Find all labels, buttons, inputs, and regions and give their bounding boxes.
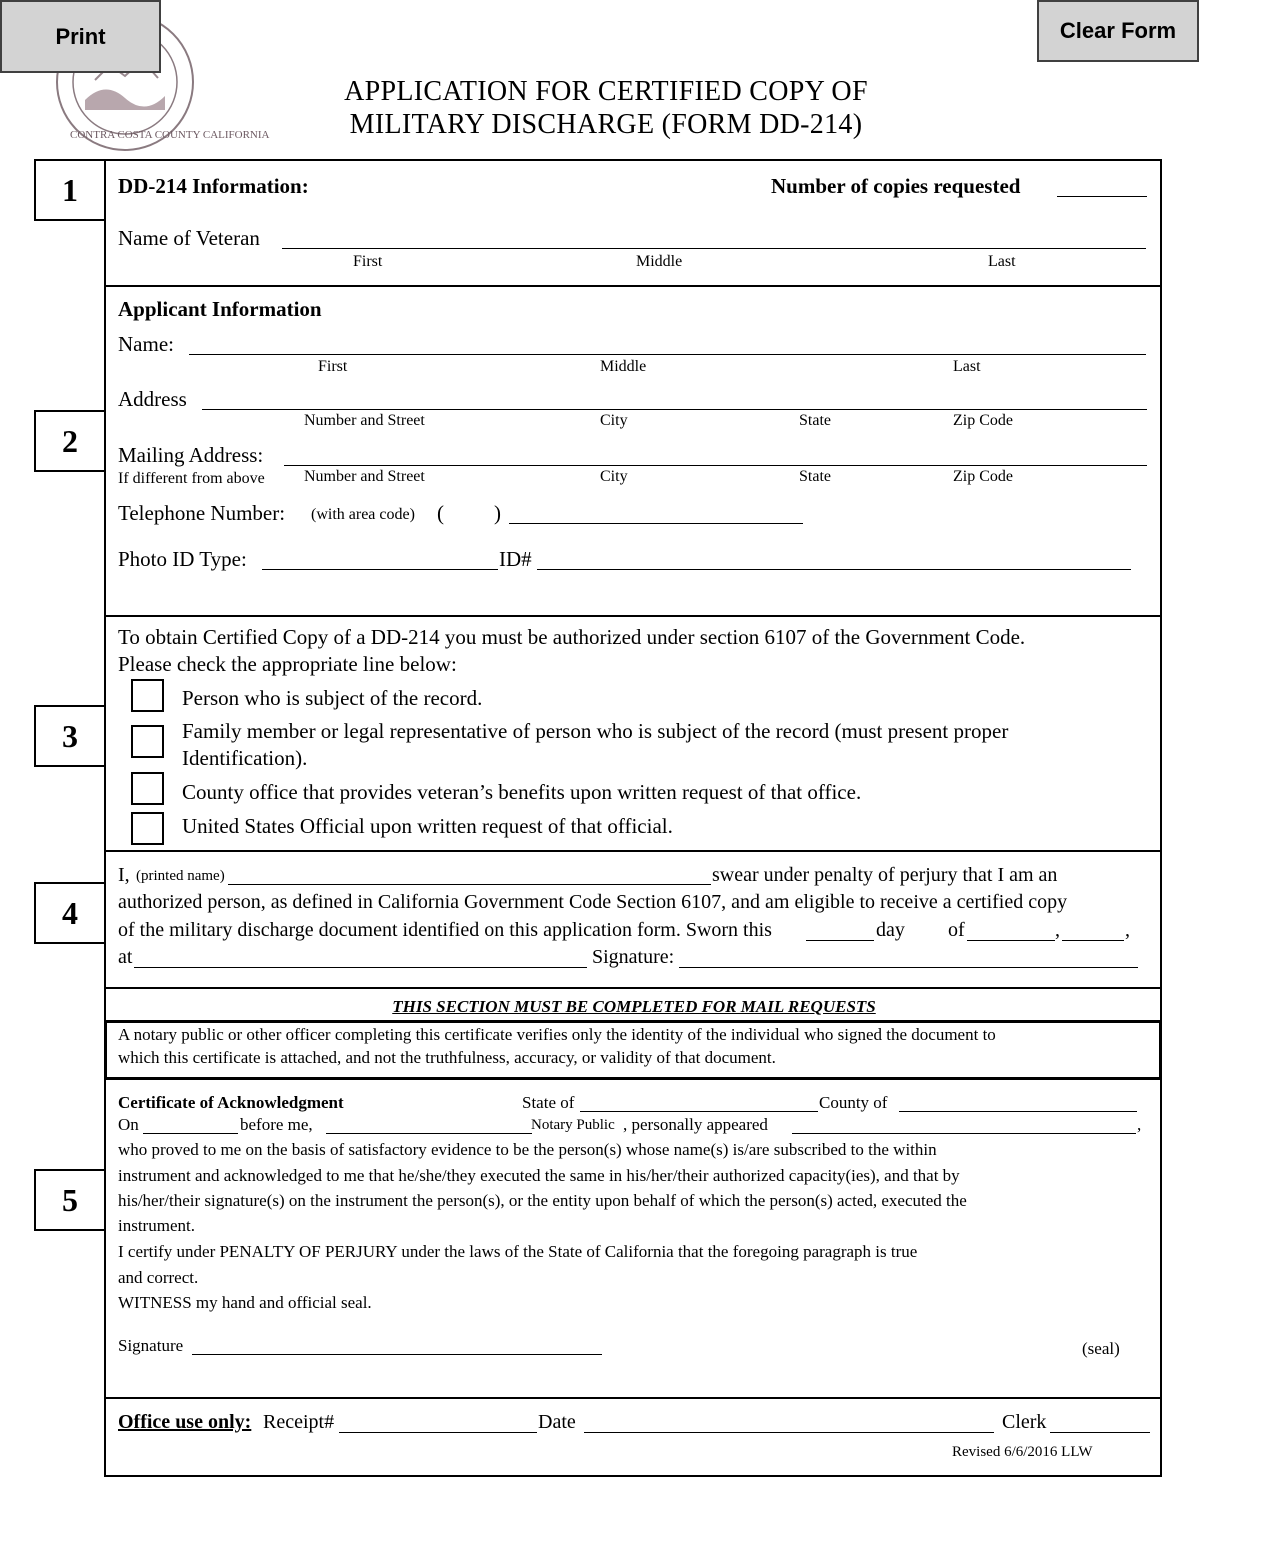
certificate-para-2: instrument and acknowledged to me that he/she/they executed the same in his/her/their authorized capacity(ies), and that by: [118, 1166, 960, 1185]
address-sub-city: City: [600, 412, 628, 429]
mailing-sub-zip: Zip Code: [953, 468, 1013, 485]
option-subject-of-record: Person who is subject of the record.: [182, 686, 483, 710]
notary-signature-field[interactable]: [192, 1354, 602, 1355]
telephone-label: Telephone Number:: [118, 501, 286, 525]
photo-id-type-label: Photo ID Type:: [118, 547, 247, 571]
clerk-field[interactable]: [1050, 1432, 1150, 1433]
applicant-sub-last: Last: [953, 358, 981, 375]
applicant-name-field[interactable]: [189, 354, 1146, 355]
veteran-sub-first: First: [353, 253, 383, 270]
mailing-address-field[interactable]: [284, 465, 1147, 466]
printed-name-note: (printed name): [136, 868, 225, 884]
address-label: Address: [118, 387, 187, 411]
clerk-label: Clerk: [1002, 1411, 1047, 1433]
oath-comma-1: ,: [1055, 919, 1060, 941]
authorization-intro-2: Please check the appropriate line below:: [118, 652, 457, 676]
option-family-member-line-2: Identification).: [182, 746, 308, 770]
sworn-day-field[interactable]: [806, 940, 874, 941]
telephone-note: (with area code): [311, 506, 415, 523]
sworn-location-field[interactable]: [134, 967, 587, 968]
notary-notice-line-1: A notary public or other officer completing this certificate verifies only the identity of the individual who signed the document to: [118, 1025, 996, 1044]
appeared-name-field[interactable]: [792, 1133, 1136, 1134]
oath-comma-2: ,: [1125, 919, 1130, 941]
oath-of: of: [948, 919, 965, 941]
section-office-use: [104, 1397, 1162, 1477]
certificate-heading: Certificate of Acknowledgment: [118, 1093, 344, 1112]
section-number-3: 3: [34, 705, 106, 767]
section-number-4: 4: [34, 882, 106, 944]
certificate-para-6: and correct.: [118, 1268, 199, 1287]
oath-signature-field[interactable]: [679, 967, 1138, 968]
area-code-close-paren: ): [494, 501, 501, 525]
copies-field[interactable]: [1057, 196, 1147, 197]
receipt-field[interactable]: [339, 1432, 537, 1433]
office-date-label: Date: [538, 1411, 576, 1433]
id-number-label: ID#: [499, 547, 532, 571]
section-number-5: 5: [34, 1169, 106, 1231]
personally-appeared-comma: ,: [1137, 1115, 1142, 1134]
mailing-address-label: Mailing Address:: [118, 443, 264, 467]
mailing-address-note: If different from above: [118, 470, 265, 487]
certificate-para-7: WITNESS my hand and official seal.: [118, 1293, 372, 1312]
section-number-1: 1: [34, 159, 106, 221]
mailing-sub-state: State: [799, 468, 831, 485]
office-use-label: Office use only:: [118, 1411, 252, 1433]
seal-label: (seal): [1082, 1339, 1120, 1358]
option-family-member-line-1: Family member or legal representative of person who is subject of the record (must present proper: [182, 719, 1009, 743]
applicant-heading: Applicant Information: [118, 297, 322, 321]
oath-line-3: of the military discharge document identified on this application form. Sworn this: [118, 919, 772, 941]
oath-line-2: authorized person, as defined in California Government Code Section 6107, and am eligible to receive a certified copy: [118, 891, 1068, 913]
id-number-field[interactable]: [537, 569, 1131, 570]
on-label: On: [118, 1115, 139, 1134]
applicant-sub-middle: Middle: [600, 358, 647, 375]
notary-name-field[interactable]: [326, 1133, 532, 1134]
mailing-sub-city: City: [600, 468, 628, 485]
telephone-field[interactable]: [509, 523, 803, 524]
option-us-official: United States Official upon written request of that official.: [182, 814, 673, 838]
clear-form-button[interactable]: Clear Form: [1037, 0, 1199, 62]
county-of-field[interactable]: [899, 1111, 1137, 1112]
section-number-2: 2: [34, 410, 106, 472]
personally-appeared-label: , personally appeared: [623, 1115, 768, 1134]
oath-at: at: [118, 946, 133, 968]
photo-id-type-field[interactable]: [262, 569, 498, 570]
copies-label: Number of copies requested: [771, 174, 1021, 198]
oath-day: day: [876, 919, 905, 941]
certificate-para-1: who proved to me on the basis of satisfactory evidence to be the person(s) whose name(s) is/are subscribed to the within: [118, 1140, 937, 1159]
address-field[interactable]: [202, 409, 1147, 410]
mail-requests-heading: THIS SECTION MUST BE COMPLETED FOR MAIL REQUESTS: [392, 997, 876, 1016]
revised-note: Revised 6/6/2016 LLW: [952, 1444, 1093, 1460]
county-of-label: County of: [819, 1093, 888, 1112]
veteran-name-field[interactable]: [282, 248, 1146, 249]
dd214-heading: DD-214 Information:: [118, 174, 309, 198]
applicant-sub-first: First: [318, 358, 348, 375]
authorization-intro-1: To obtain Certified Copy of a DD-214 you must be authorized under section 6107 of the Government Code.: [118, 625, 1026, 649]
receipt-label: Receipt#: [263, 1411, 335, 1433]
area-code-open-paren: (: [437, 501, 444, 525]
address-sub-zip: Zip Code: [953, 412, 1013, 429]
sworn-year-field[interactable]: [1062, 940, 1124, 941]
form-title-line-2: MILITARY DISCHARGE (FORM DD-214): [349, 109, 863, 140]
sworn-month-field[interactable]: [967, 940, 1055, 941]
veteran-sub-last: Last: [988, 253, 1016, 270]
on-date-field[interactable]: [143, 1133, 238, 1134]
printed-name-field[interactable]: [228, 884, 711, 885]
address-sub-state: State: [799, 412, 831, 429]
certificate-para-3: his/her/their signature(s) on the instrument the person(s), or the entity upon behalf of which the person(s) acted, executed the: [118, 1191, 967, 1210]
applicant-name-label: Name:: [118, 332, 174, 356]
option-county-office: County office that provides veteran’s benefits upon written request of that office.: [182, 780, 862, 804]
veteran-name-label: Name of Veteran: [118, 226, 260, 250]
address-sub-street: Number and Street: [304, 412, 425, 429]
notary-public-label: Notary Public: [531, 1117, 615, 1133]
state-of-label: State of: [522, 1093, 575, 1112]
notary-signature-label: Signature: [118, 1336, 184, 1355]
form-title-line-1: APPLICATION FOR CERTIFIED COPY OF: [344, 76, 868, 107]
checkbox-us-official[interactable]: [131, 812, 164, 845]
oath-signature-label: Signature:: [592, 946, 675, 968]
state-of-field[interactable]: [580, 1111, 818, 1112]
certificate-para-5: I certify under PENALTY OF PERJURY under the laws of the State of California that the foregoing paragraph is true: [118, 1242, 918, 1261]
notary-notice-line-2: which this certificate is attached, and not the truthfulness, accuracy, or validity of that document.: [118, 1048, 776, 1067]
checkbox-family-member[interactable]: [131, 725, 164, 758]
oath-swear: swear under penalty of perjury that I am an: [712, 864, 1058, 886]
certificate-para-4: instrument.: [118, 1216, 195, 1235]
checkbox-subject-of-record[interactable]: [131, 679, 164, 712]
print-button[interactable]: Print: [0, 0, 161, 73]
office-date-field[interactable]: [584, 1432, 994, 1433]
oath-i: I,: [118, 864, 130, 886]
mailing-sub-street: Number and Street: [304, 468, 425, 485]
checkbox-county-office[interactable]: [131, 772, 164, 805]
seal-text: CONTRA COSTA COUNTY CALIFORNIA: [70, 129, 270, 141]
veteran-sub-middle: Middle: [636, 253, 683, 270]
before-me-label: before me,: [240, 1115, 313, 1134]
